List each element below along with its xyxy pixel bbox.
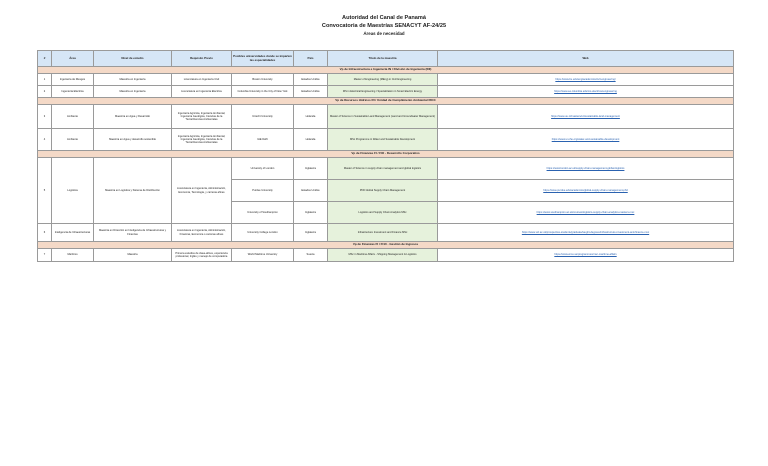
cell-web [438, 180, 734, 202]
cell-web [438, 86, 734, 98]
cell-area: Ambiente [52, 105, 94, 129]
cell-number: 1 [38, 74, 52, 86]
cell-web [438, 249, 734, 262]
cell-level: Maestría [94, 249, 172, 262]
cell-web [438, 105, 734, 129]
column-header: País [294, 51, 328, 67]
web-link[interactable]: https://www.bu.edu/eng/academics/civil-engineering/ [555, 77, 616, 81]
cell-country: Holanda [294, 105, 328, 129]
cell-country: Suecia [294, 249, 328, 262]
cell-degree: Logistics and Supply Chain Analytics MSc [328, 202, 438, 224]
table-row [38, 74, 734, 86]
cell-country: Inglaterra [294, 202, 328, 224]
cell-degree: Master of Science in Sustainable Land Management (Land and Groundwater Management) [328, 105, 438, 129]
table-header-row [38, 51, 734, 67]
cell-requirement: Ingeniería Agrícola, Ingeniería Ambiental, Ingeniería Geológica, Ciencias de la Tierra/Ciencias Ambientales [172, 129, 232, 151]
section-title: Vp de Recursos Hídricos RI / Unidad de Cumplimiento Ambiental RICC [38, 98, 734, 105]
cell-area: Ambiente [52, 129, 94, 151]
page-subtitle-2: Áreas de necesidad [363, 31, 405, 36]
cell-requirement: Primera estudios de clase-afines, experiencia profesional, Inglés y manejo de computadora [172, 249, 232, 262]
cell-number: 7 [38, 249, 52, 262]
cell-level: Maestría en Agua y desarrollo sostenible [94, 129, 172, 151]
cell-country: Estados Unidos [294, 180, 328, 202]
cell-country: Holanda [294, 129, 328, 151]
cell-web [438, 202, 734, 224]
section-title: Vp de Finanzas FI / FI10 - Gestión de Ingresos [38, 242, 734, 249]
cell-requirement: Licenciatura en Ingeniería Civil [172, 74, 232, 86]
web-link[interactable]: https://www.southampton.ac.uk/courses/logistics-supply-chain-analytics-masters-msc [536, 210, 635, 214]
page-title: Autoridad del Canal de Panamá [342, 15, 426, 21]
cell-web [438, 129, 734, 151]
cell-university: Boston University [232, 74, 294, 86]
table-row [38, 249, 734, 262]
needs-table [37, 50, 734, 262]
cell-requirement: Licenciatura en Ingeniería Eléctrica [172, 86, 232, 98]
cell-degree: Master of Science in supply chain management and global logistics [328, 158, 438, 180]
cell-number: 3 [38, 105, 52, 129]
cell-requirement: Ingeniería Agrícola, Ingeniería Ambiental, Ingeniería Geológica, Ciencias de la Tierra/Ciencias Ambientales [172, 105, 232, 129]
table-row [38, 158, 734, 180]
table-row [38, 129, 734, 151]
column-header: Requisito Previo [172, 51, 232, 67]
cell-level: Maestría en Agua y Desarrollo [94, 105, 172, 129]
cell-degree: MS in Electrical Engineering / Specialization in Smart Electric Energy [328, 86, 438, 98]
web-link[interactable]: https://www.london.ac.uk/supply-chain-management-global-logistics [546, 166, 625, 170]
cell-country: Estados Unidos [294, 74, 328, 86]
section-row [38, 242, 734, 249]
cell-degree: MSc Programme in Water and Sustainable Development [328, 129, 438, 151]
cell-university: University of London [232, 158, 294, 180]
cell-degree: Infrastructure Investment and Finance MSc [328, 224, 438, 242]
cell-area: Ingeniería de Riesgos [52, 74, 94, 86]
web-link[interactable]: https://www.ee.columbia.edu/ms-electrical-engineering [554, 89, 617, 93]
section-row [38, 67, 734, 74]
cell-number: 5 [38, 158, 52, 224]
cell-country: Estados Unidos [294, 86, 328, 98]
cell-web [438, 74, 734, 86]
cell-level: Maestría en Ingeniería [94, 74, 172, 86]
cell-university: World Maritime University [232, 249, 294, 262]
cell-level: Maestría en Dirección en Inteligencia de Infraestructuras y Finanzas [94, 224, 172, 242]
column-header: Nivel de estudio [94, 51, 172, 67]
cell-country: Inglaterra [294, 158, 328, 180]
cell-number: 2 [38, 86, 52, 98]
cell-area: Logística [52, 158, 94, 224]
cell-university: Columbia University in the City of New York [232, 86, 294, 98]
cell-area: Marítimo [52, 249, 94, 262]
column-header: Posibles universidades donde se imparten las especialidades [232, 51, 294, 67]
cell-level: Maestría en Ingeniería [94, 86, 172, 98]
cell-level: Maestría en Logística y Sistema de Distribución [94, 158, 172, 224]
cell-area: Ingeniería Eléctrica [52, 86, 94, 98]
cell-web [438, 224, 734, 242]
cell-university: IHE Delft [232, 129, 294, 151]
section-title: Vp de Finanzas FI / FIO - Desarrollo Corporativo [38, 151, 734, 158]
section-row [38, 151, 734, 158]
web-link[interactable]: https://www.purdue.edu/academics/global-supply-chain-management-phd [543, 188, 628, 192]
table-row [38, 86, 734, 98]
cell-degree: Master of Engineering (MEng) in Civil Engineering [328, 74, 438, 86]
cell-requirement: Licenciatura en Ingeniería, Administración, Finanzas, Economía o carreras afines [172, 224, 232, 242]
web-link[interactable]: https://www.ucl.ac.uk/prospective-students/graduate/taught-degrees/infrastructure-investment-and-finance-msc [521, 230, 650, 234]
web-link[interactable]: https://www.wmu.se/programmes/msc-maritime-affairs [554, 253, 617, 257]
table-row [38, 224, 734, 242]
web-link[interactable]: https://www.un-ihe.org/water-and-sustainable-development [551, 137, 620, 141]
cell-web [438, 158, 734, 180]
column-header: # [38, 51, 52, 67]
cell-number: 4 [38, 129, 52, 151]
column-header: Área [52, 51, 94, 67]
cell-university: Purdue University [232, 180, 294, 202]
table-row [38, 105, 734, 129]
cell-university: Utrecht University [232, 105, 294, 129]
column-header: Web [438, 51, 734, 67]
section-row [38, 98, 734, 105]
cell-degree: PhD Global Supply Chain Management [328, 180, 438, 202]
cell-university: University of Southampton [232, 202, 294, 224]
cell-degree: MSc in Maritime Affairs - Shipping Management & Logistics [328, 249, 438, 262]
page-subtitle: Convocatoria de Maestrías SENACYT AF-24/25 [321, 23, 447, 29]
section-title: Vp de Infraestructura e Ingeniería IN / División de Ingeniería (INI) [38, 67, 734, 74]
cell-university: University College London [232, 224, 294, 242]
cell-requirement: Licenciatura en Ingeniería, Administración, Economía, Tecnología, y carreras afines [172, 158, 232, 224]
cell-country: Inglaterra [294, 224, 328, 242]
cell-number: 6 [38, 224, 52, 242]
column-header: Título de la maestría [328, 51, 438, 67]
cell-area: Inteligencia de Infraestructuras [52, 224, 94, 242]
web-link[interactable]: https://www.uu.nl/masters/en/sustainable-land-management [551, 114, 620, 118]
